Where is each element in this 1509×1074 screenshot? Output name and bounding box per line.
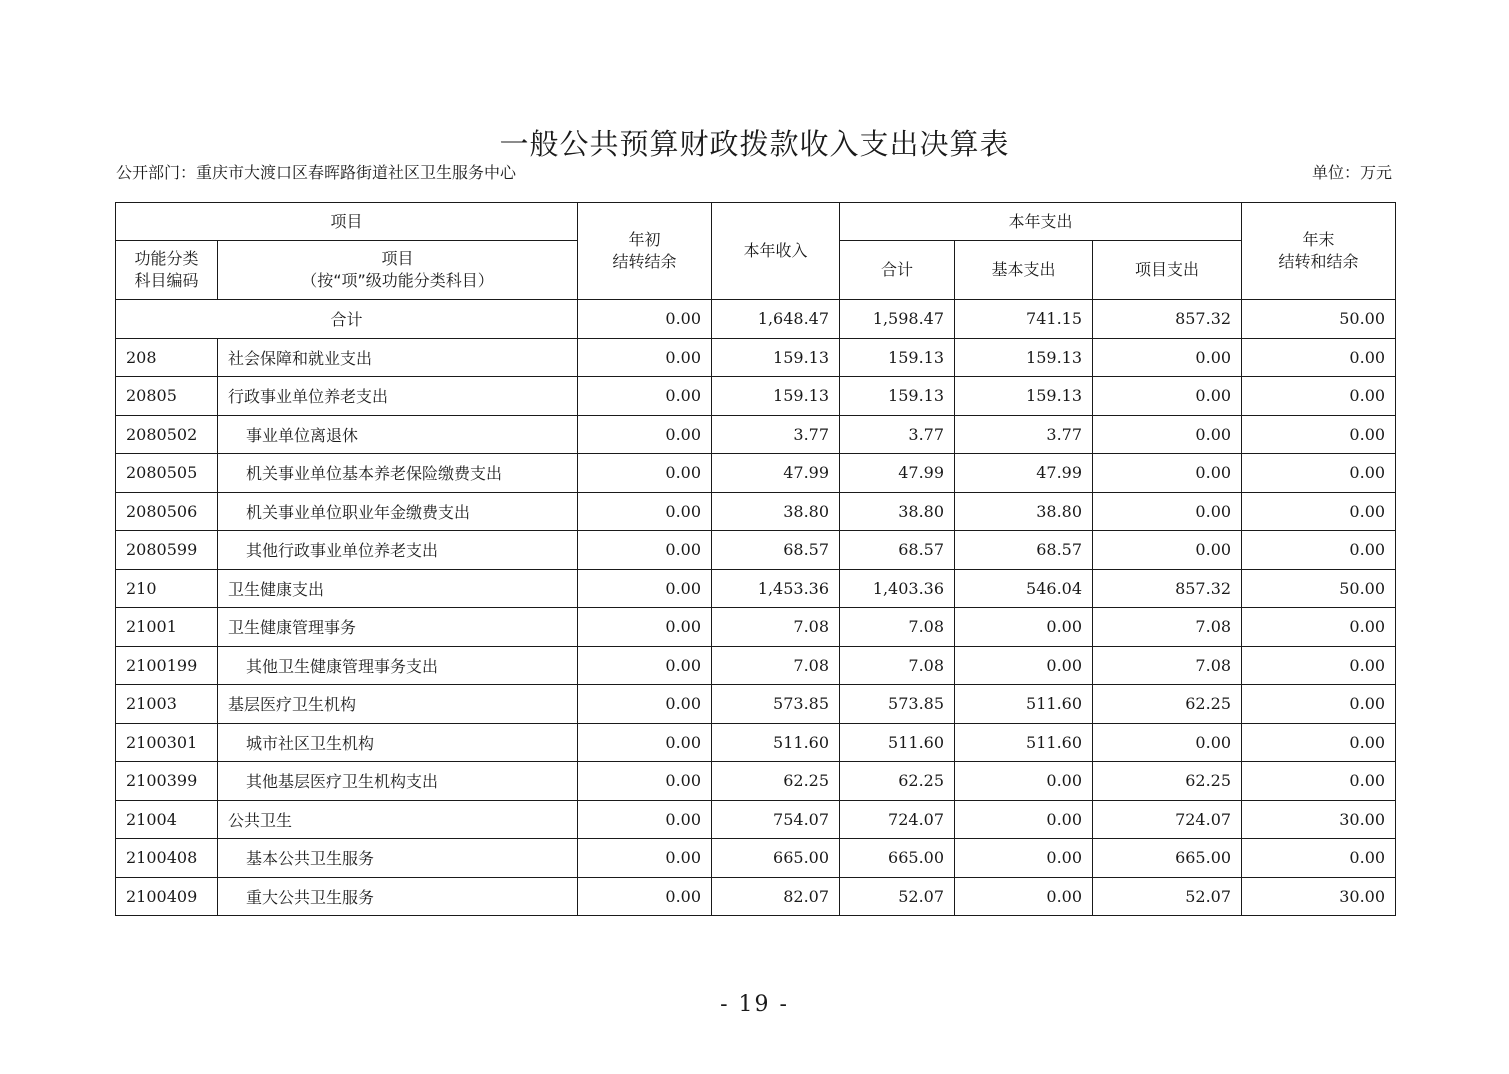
header-expense-project: 项目支出	[1093, 241, 1242, 300]
row-opening: 0.00	[578, 377, 712, 416]
row-opening: 0.00	[578, 877, 712, 916]
row-closing: 30.00	[1242, 877, 1396, 916]
page-title: 一般公共预算财政拨款收入支出决算表	[499, 127, 1010, 161]
total-income: 1,648.47	[712, 300, 840, 339]
row-closing: 0.00	[1242, 415, 1396, 454]
header-opening-balance: 年初 结转结余	[578, 203, 712, 300]
page-number: - 19 -	[720, 992, 789, 1017]
row-income: 82.07	[712, 877, 840, 916]
row-closing: 0.00	[1242, 839, 1396, 878]
row-name: 机关事业单位职业年金缴费支出	[246, 502, 471, 522]
row-name-cell	[218, 762, 578, 801]
row-exp-total: 573.85	[840, 685, 955, 724]
total-row	[116, 300, 1396, 339]
unit-label: 单位：万元	[1311, 163, 1392, 182]
row-exp-basic: 0.00	[955, 839, 1093, 878]
row-code: 21001	[116, 608, 218, 647]
department-label: 公开部门：重庆市大渡口区春晖路街道社区卫生服务中心	[116, 163, 517, 182]
row-name-cell	[218, 685, 578, 724]
row-exp-project: 0.00	[1093, 377, 1242, 416]
row-exp-total: 62.25	[840, 762, 955, 801]
row-code: 2080505	[116, 454, 218, 493]
table-row	[116, 608, 1396, 647]
total-exp-project: 857.32	[1093, 300, 1242, 339]
row-opening: 0.00	[578, 492, 712, 531]
row-code: 2080599	[116, 531, 218, 570]
table-row	[116, 454, 1396, 493]
row-name: 事业单位离退休	[246, 425, 359, 445]
row-income: 754.07	[712, 800, 840, 839]
row-income: 665.00	[712, 839, 840, 878]
row-name-cell	[218, 454, 578, 493]
row-closing: 0.00	[1242, 723, 1396, 762]
row-name: 重大公共卫生服务	[246, 887, 375, 907]
row-name-cell	[218, 723, 578, 762]
row-exp-project: 724.07	[1093, 800, 1242, 839]
row-code: 2080502	[116, 415, 218, 454]
row-exp-basic: 47.99	[955, 454, 1093, 493]
table-row	[116, 839, 1396, 878]
row-name: 公共卫生	[228, 810, 293, 830]
row-name: 卫生健康管理事务	[228, 618, 357, 638]
row-name-cell	[218, 569, 578, 608]
row-income: 3.77	[712, 415, 840, 454]
row-exp-total: 3.77	[840, 415, 955, 454]
row-opening: 0.00	[578, 415, 712, 454]
row-name: 基层医疗卫生机构	[228, 695, 357, 715]
row-exp-project: 52.07	[1093, 877, 1242, 916]
row-code: 210	[116, 569, 218, 608]
row-opening: 0.00	[578, 762, 712, 801]
row-code: 208	[116, 338, 218, 377]
row-code: 2100409	[116, 877, 218, 916]
row-exp-project: 0.00	[1093, 338, 1242, 377]
row-name: 其他卫生健康管理事务支出	[246, 656, 439, 676]
header-expense-basic: 基本支出	[955, 241, 1093, 300]
header-code: 功能分类 科目编码	[116, 241, 218, 300]
row-exp-project: 62.25	[1093, 685, 1242, 724]
table-row	[116, 569, 1396, 608]
row-exp-project: 7.08	[1093, 608, 1242, 647]
row-name-cell	[218, 531, 578, 570]
table-row	[116, 685, 1396, 724]
row-name: 城市社区卫生机构	[246, 733, 375, 753]
row-closing: 0.00	[1242, 377, 1396, 416]
row-income: 7.08	[712, 608, 840, 647]
row-income: 159.13	[712, 377, 840, 416]
row-exp-basic: 159.13	[955, 377, 1093, 416]
row-exp-total: 38.80	[840, 492, 955, 531]
row-code: 20805	[116, 377, 218, 416]
row-opening: 0.00	[578, 723, 712, 762]
row-name: 行政事业单位养老支出	[228, 387, 389, 407]
row-opening: 0.00	[578, 646, 712, 685]
row-closing: 50.00	[1242, 569, 1396, 608]
row-exp-project: 0.00	[1093, 531, 1242, 570]
table-row	[116, 877, 1396, 916]
row-name: 其他基层医疗卫生机构支出	[246, 772, 439, 792]
row-code: 2100199	[116, 646, 218, 685]
row-exp-total: 52.07	[840, 877, 955, 916]
row-closing: 0.00	[1242, 646, 1396, 685]
row-exp-basic: 0.00	[955, 608, 1093, 647]
row-name-cell	[218, 338, 578, 377]
row-name: 基本公共卫生服务	[246, 849, 375, 869]
row-name: 社会保障和就业支出	[228, 348, 373, 368]
budget-table-container	[115, 202, 1395, 916]
row-name-cell	[218, 415, 578, 454]
total-closing: 50.00	[1242, 300, 1396, 339]
row-closing: 0.00	[1242, 608, 1396, 647]
row-closing: 0.00	[1242, 685, 1396, 724]
row-name: 卫生健康支出	[228, 579, 325, 599]
total-exp-basic: 741.15	[955, 300, 1093, 339]
row-opening: 0.00	[578, 531, 712, 570]
row-opening: 0.00	[578, 569, 712, 608]
row-exp-project: 62.25	[1093, 762, 1242, 801]
table-row	[116, 377, 1396, 416]
row-income: 68.57	[712, 531, 840, 570]
row-code: 21003	[116, 685, 218, 724]
table-row	[116, 800, 1396, 839]
table-row	[116, 492, 1396, 531]
row-exp-project: 0.00	[1093, 415, 1242, 454]
row-name-cell	[218, 377, 578, 416]
row-closing: 0.00	[1242, 492, 1396, 531]
header-expense-group: 本年支出	[840, 203, 1242, 241]
row-opening: 0.00	[578, 338, 712, 377]
table-row	[116, 646, 1396, 685]
row-name: 其他行政事业单位养老支出	[246, 541, 439, 561]
row-exp-project: 0.00	[1093, 492, 1242, 531]
row-closing: 0.00	[1242, 531, 1396, 570]
row-exp-basic: 68.57	[955, 531, 1093, 570]
row-exp-project: 857.32	[1093, 569, 1242, 608]
row-name-cell	[218, 646, 578, 685]
row-exp-total: 7.08	[840, 608, 955, 647]
row-exp-basic: 0.00	[955, 646, 1093, 685]
row-name-cell	[218, 877, 578, 916]
row-name: 机关事业单位基本养老保险缴费支出	[246, 464, 503, 484]
row-name-cell	[218, 800, 578, 839]
row-exp-total: 511.60	[840, 723, 955, 762]
row-income: 38.80	[712, 492, 840, 531]
row-exp-project: 0.00	[1093, 723, 1242, 762]
row-income: 159.13	[712, 338, 840, 377]
row-exp-total: 68.57	[840, 531, 955, 570]
row-code: 2100301	[116, 723, 218, 762]
row-opening: 0.00	[578, 839, 712, 878]
row-opening: 0.00	[578, 685, 712, 724]
budget-table	[115, 202, 1396, 916]
row-income: 47.99	[712, 454, 840, 493]
header-name: 项目 （按“项”级功能分类科目）	[218, 241, 578, 300]
row-name-cell	[218, 608, 578, 647]
row-exp-total: 724.07	[840, 800, 955, 839]
row-exp-total: 159.13	[840, 377, 955, 416]
row-exp-project: 665.00	[1093, 839, 1242, 878]
table-row	[116, 531, 1396, 570]
row-code: 2080506	[116, 492, 218, 531]
row-exp-total: 1,403.36	[840, 569, 955, 608]
total-label: 合计	[116, 300, 578, 339]
row-income: 62.25	[712, 762, 840, 801]
header-expense-total: 合计	[840, 241, 955, 300]
row-code: 2100399	[116, 762, 218, 801]
row-exp-total: 47.99	[840, 454, 955, 493]
row-income: 511.60	[712, 723, 840, 762]
row-exp-basic: 511.60	[955, 723, 1093, 762]
row-closing: 0.00	[1242, 762, 1396, 801]
header-project-group: 项目	[116, 203, 578, 241]
row-closing: 0.00	[1242, 454, 1396, 493]
row-code: 21004	[116, 800, 218, 839]
row-exp-basic: 38.80	[955, 492, 1093, 531]
table-row	[116, 415, 1396, 454]
total-exp-total: 1,598.47	[840, 300, 955, 339]
row-opening: 0.00	[578, 800, 712, 839]
row-exp-basic: 159.13	[955, 338, 1093, 377]
row-exp-total: 665.00	[840, 839, 955, 878]
header-closing-balance: 年末 结转和结余	[1242, 203, 1396, 300]
row-exp-basic: 0.00	[955, 800, 1093, 839]
row-exp-basic: 0.00	[955, 762, 1093, 801]
row-closing: 30.00	[1242, 800, 1396, 839]
row-exp-basic: 3.77	[955, 415, 1093, 454]
row-closing: 0.00	[1242, 338, 1396, 377]
row-exp-basic: 511.60	[955, 685, 1093, 724]
row-income: 573.85	[712, 685, 840, 724]
row-opening: 0.00	[578, 608, 712, 647]
row-exp-total: 7.08	[840, 646, 955, 685]
table-row	[116, 762, 1396, 801]
row-exp-basic: 0.00	[955, 877, 1093, 916]
table-row	[116, 338, 1396, 377]
table-body	[116, 300, 1396, 916]
row-exp-project: 0.00	[1093, 454, 1242, 493]
row-income: 1,453.36	[712, 569, 840, 608]
row-opening: 0.00	[578, 454, 712, 493]
row-name-cell	[218, 492, 578, 531]
row-income: 7.08	[712, 646, 840, 685]
row-code: 2100408	[116, 839, 218, 878]
table-row	[116, 723, 1396, 762]
row-name-cell	[218, 839, 578, 878]
row-exp-basic: 546.04	[955, 569, 1093, 608]
total-opening: 0.00	[578, 300, 712, 339]
header-income: 本年收入	[712, 203, 840, 300]
row-exp-total: 159.13	[840, 338, 955, 377]
row-exp-project: 7.08	[1093, 646, 1242, 685]
